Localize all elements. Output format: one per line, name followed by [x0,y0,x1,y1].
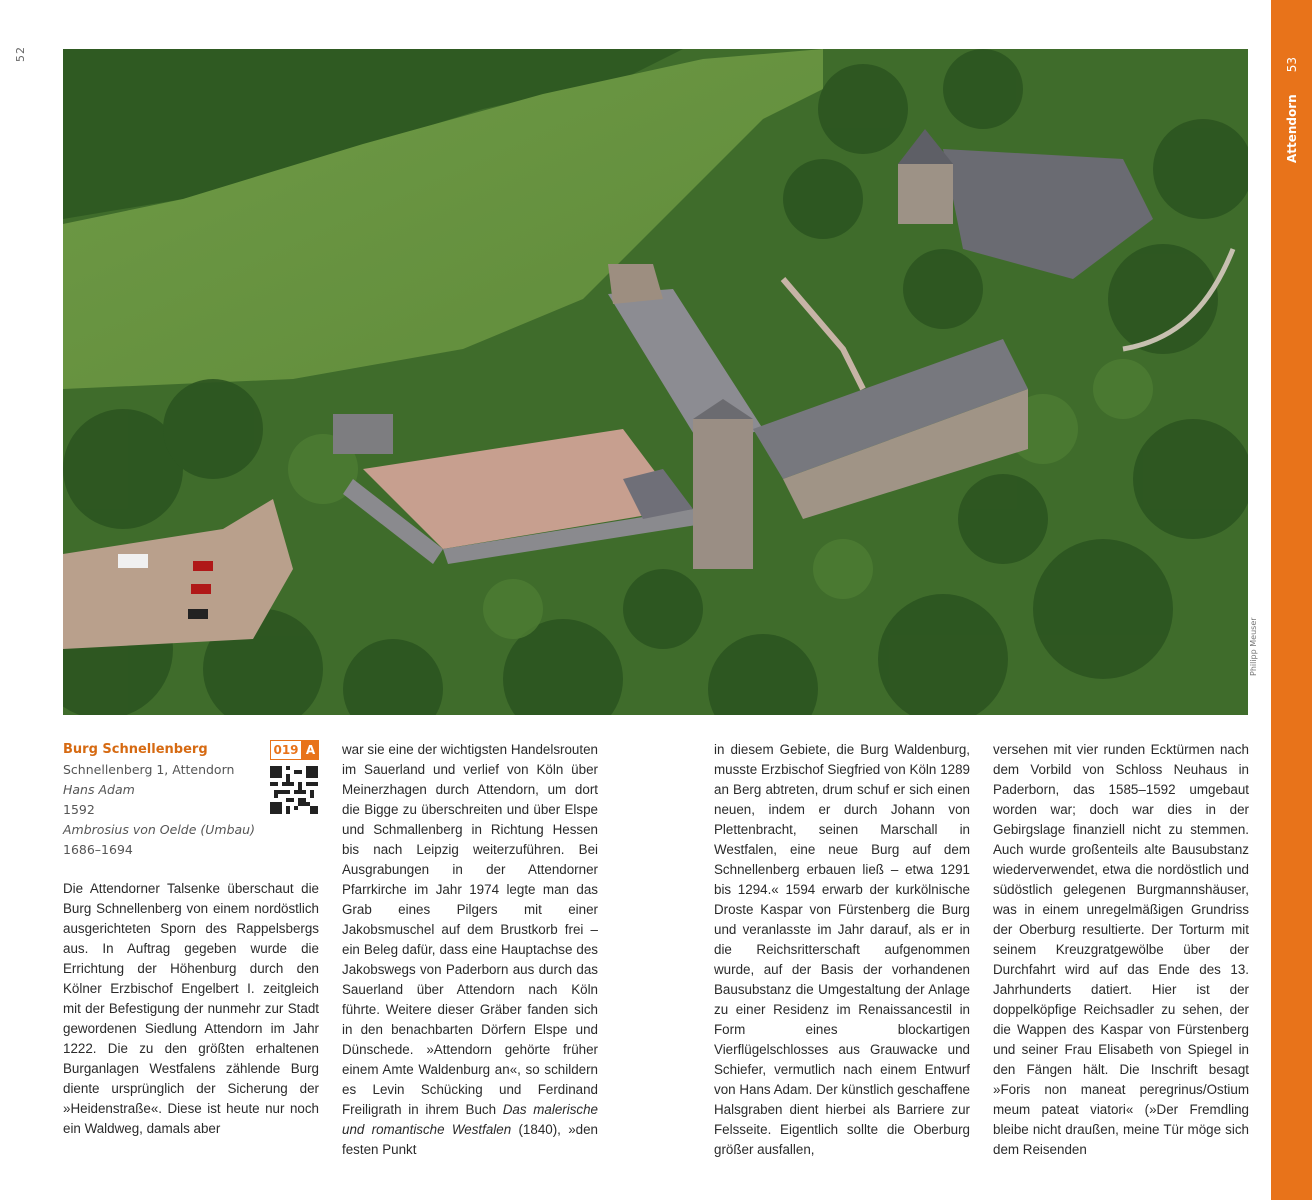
book-title: Das malerische und romantische Westfalen [342,1102,599,1137]
aerial-photo-illustration [63,49,1248,715]
entry-architect-1: Hans Adam [63,782,135,797]
page-number-right: 53 [1284,56,1299,73]
entry-number-badge [270,740,319,760]
entry-title: Burg Schnellenberg [63,742,208,757]
column-2-text-a: war sie eine der wichtigsten Handelsrouten im Sauerland und verlief von Köln über Meinerzhagen durch Attendorn, um dort die Bigge zu überschreiten und über Elspe und Schmallenberg in Richtung Hessen bis nach Leipzig weiterzuführen. Bei Ausgrabungen in der Attendorner Pfarrkirche im Jahr 1974 legte man das Grab eines Pilgers mit einer Jakobsmuschel auf dem Brustkorb frei – ein Beleg dafür, dass eine Hauptachse des Jakobswegs von Paderborn aus durch das Sauerland über Attendorn nach Köln führte. Weitere dieser Gräber fanden sich in den benachbarten Dörfern Elspe und Dünschede. »Attendorn gehörte früher einem Amte Waldenburg an«, so schildern es Levin Schücking und Ferdinand Freiligrath in ihrem Buch [342,742,598,1117]
entry-architect-2: Ambrosius von Oelde (Umbau) [63,822,255,837]
section-side-band [1271,0,1312,1200]
entry-category: A [302,740,319,760]
column-2-text-b: (1840), »den festen Punkt [342,1122,598,1157]
column-1-text: Die Attendorner Talsenke überschaut die Burg Schnellenberg von einem nordöstlich ausgerichteten Sporn des Rappelsbergs aus. In Auftrag gegeben wurde die Errichtung der Höhenburg durch den Kölner Erzbischof Engelbert I. zeitgleich mit der Befestigung der nunmehr zur Stadt gewordenen Siedlung Attendorn im Jahr 1222. Die zu den größten erhaltenen Burganlagen Westfalens zählende Burg diente ursprünglich der Sicherung der »Heidenstraße«. Diese ist heute nur noch ein Waldweg, damals aber [63,881,319,1136]
page-number-left: 52 [14,46,27,62]
entry-address: Schnellenberg 1, Attendorn [63,762,235,777]
entry-number: 019 [270,740,302,760]
text-column-1 [63,879,319,1139]
column-3-text: in diesem Gebiete, die Burg Waldenburg, musste Erzbischof Siegfried von Köln 1289 an Berg abtreten, drum schuf er sich einen neuen, indem er durch Johann von Plettenbracht, seinen Marschall in Westfalen, eine neue Burg auf dem Schnellenberg erbauen ließ – etwa 1291 bis 1294.« 1594 erwarb der kurkölnische Droste Kaspar von Fürstenberg die Burg und veranlasste im Jahr darauf, als er in die Reichsritterschaft aufgenommen wurde, auf der Basis der vorhandenen Bausubstanz die Umgestaltung der Anlage zu einer Residenz im Renaissancestil in Form eines blockartigen Vierflügelschlosses aus Grauwacke und Schiefer, vermutlich nach einem Entwurf von Hans Adam. Der künstlich geschaffene Halsgraben dient hierbei als Barriere zur Felsseite. Eigentlich sollte die Oberburg größer ausfallen, [714,742,970,1157]
text-column-4 [993,740,1249,1160]
photo-credit: Philipp Meuser [1249,617,1258,676]
text-column-3 [714,740,970,1160]
text-column-2 [342,740,598,1160]
entry-year-1: 1592 [63,802,95,817]
entry-year-2: 1686–1694 [63,842,133,857]
column-2-text [342,740,598,1160]
section-label-block [1271,40,1312,180]
section-label: Attendorn [1284,94,1299,164]
aerial-castle-photo [63,49,1248,715]
qr-code-icon[interactable] [270,766,318,814]
column-4-text: versehen mit vier runden Ecktürmen nach dem Vorbild von Schloss Neuhaus in Paderborn, das 1585–1592 umgebaut worden war; doch war dies in der Gebirgslage finanziell nicht zu stemmen. Auch wurde großenteils alte Bausubstanz wiederverwendet, etwa die nordöstlich und südöstlich gelegenen Burgmannshäuser, was in einem unregelmäßigen Grundriss der Oberburg resultierte. Der Torturm mit seinem Kreuzgratgewölbe über der Durchfahrt wird auf das Ende des 13. Jahrhunderts datiert. Hier ist der doppelköpfige Reichsadler zu sehen, der die Wappen des Kaspar von Fürstenberg und seiner Frau Elisabeth von Spiegel in den Fängen hält. Die Inschrift besagt »Foris non maneat peregrinus/Ostium meum pateat viatori« (»Der Fremdling bleibe nicht draußen, meine Tür möge sich dem Reisenden [993,742,1249,1157]
